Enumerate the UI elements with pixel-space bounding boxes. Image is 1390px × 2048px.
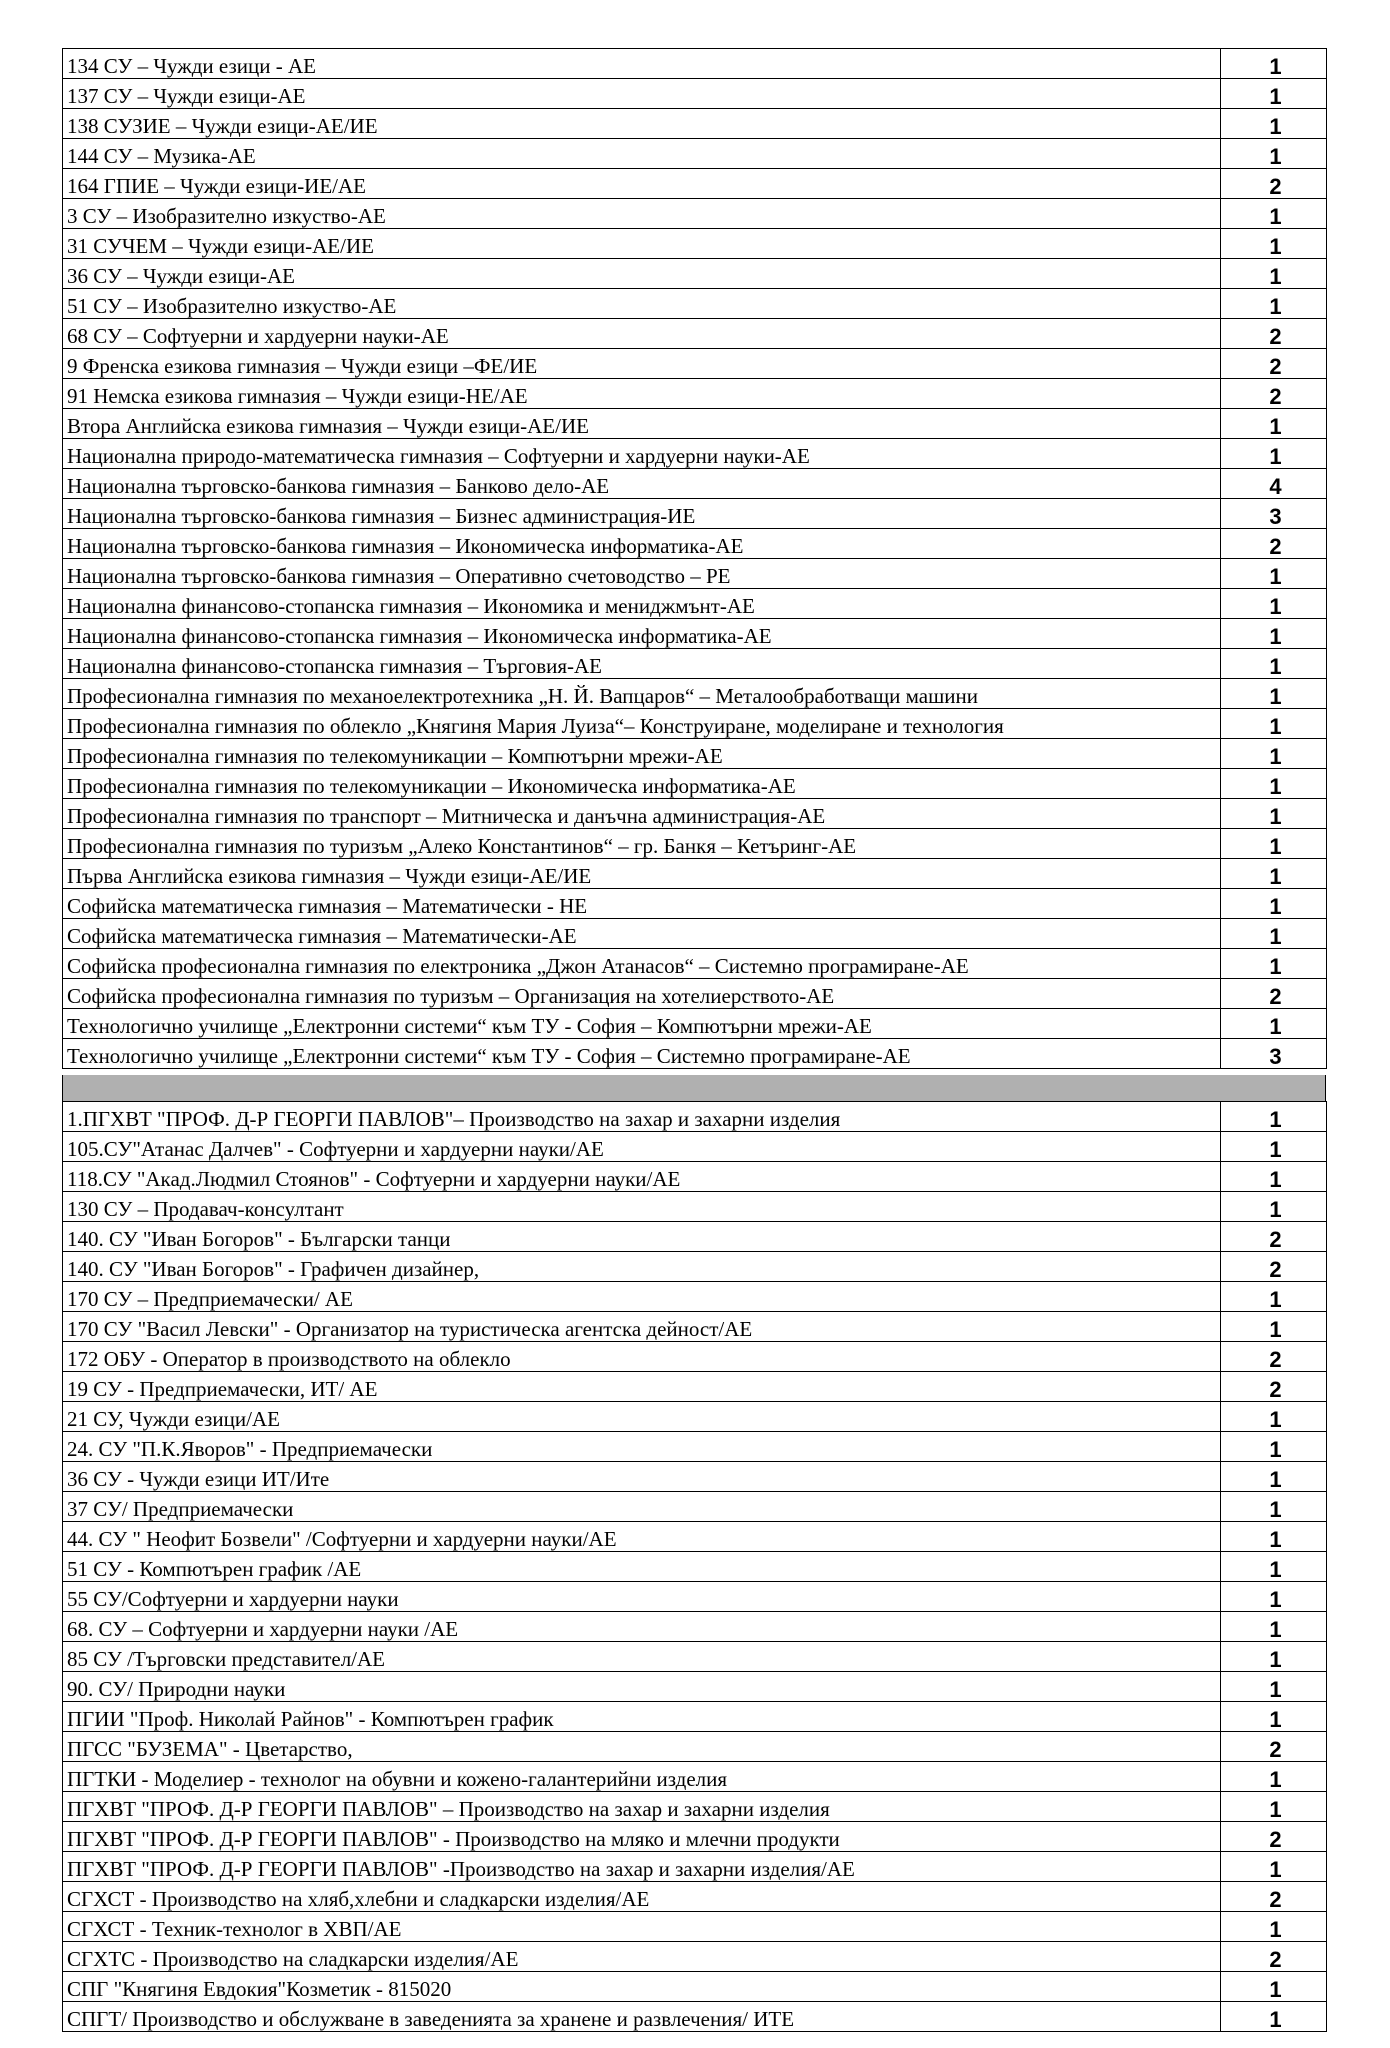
- table-row: [63, 1432, 1327, 1462]
- count-cell: 1: [1221, 679, 1327, 709]
- count-cell: 1: [1221, 589, 1327, 619]
- school-program-cell: Технологично училище „Електронни системи“ към ТУ - София – Системно програмиране-АЕ: [63, 1039, 1221, 1069]
- table-row: [63, 1009, 1327, 1039]
- school-program-cell: 36 СУ – Чужди езици-АЕ: [63, 259, 1221, 289]
- table-row: [63, 1342, 1327, 1372]
- school-program-cell: 91 Немска езикова гимназия – Чужди езици-НЕ/АЕ: [63, 379, 1221, 409]
- school-program-cell: 140. СУ "Иван Богоров" - Графичен дизайнер,: [63, 1252, 1221, 1282]
- count-cell: 1: [1221, 709, 1327, 739]
- table-row: [63, 559, 1327, 589]
- count-cell: 1: [1221, 49, 1327, 79]
- table-row: [63, 919, 1327, 949]
- school-program-cell: 170 СУ "Васил Левски" - Организатор на туристическа агентска дейност/АЕ: [63, 1312, 1221, 1342]
- table-row: [63, 1522, 1327, 1552]
- school-program-cell: Национална търговско-банкова гимназия – Икономическа информатика-АЕ: [63, 529, 1221, 559]
- table-row: [63, 439, 1327, 469]
- count-cell: 1: [1221, 1462, 1327, 1492]
- table-row: [63, 1552, 1327, 1582]
- school-program-cell: 90. СУ/ Природни науки: [63, 1672, 1221, 1702]
- school-program-cell: 24. СУ "П.К.Яворов" - Предприемачески: [63, 1432, 1221, 1462]
- school-program-cell: 68 СУ – Софтуерни и хардуерни науки-АЕ: [63, 319, 1221, 349]
- count-cell: 1: [1221, 1792, 1327, 1822]
- count-cell: 1: [1221, 1642, 1327, 1672]
- section-separator: [62, 1075, 1326, 1101]
- school-program-cell: Професионална гимназия по телекомуникации – Икономическа информатика-АЕ: [63, 769, 1221, 799]
- table-row: [63, 1039, 1327, 1069]
- table-row: [63, 1972, 1327, 2002]
- school-program-cell: 170 СУ – Предприемачески/ АЕ: [63, 1282, 1221, 1312]
- count-cell: 1: [1221, 1492, 1327, 1522]
- table-row: [63, 1912, 1327, 1942]
- school-program-cell: ПГСС "БУЗЕМА" - Цветарство,: [63, 1732, 1221, 1762]
- table-row: [63, 409, 1327, 439]
- count-cell: 2: [1221, 1342, 1327, 1372]
- school-program-cell: ПГТКИ - Моделиер - технолог на обувни и кожено-галантерийни изделия: [63, 1762, 1221, 1792]
- table-row: [63, 1462, 1327, 1492]
- table-row: [63, 739, 1327, 769]
- school-program-cell: Национална търговско-банкова гимназия – Бизнес администрация-ИЕ: [63, 499, 1221, 529]
- count-cell: 2: [1221, 1882, 1327, 1912]
- count-cell: 1: [1221, 1282, 1327, 1312]
- school-program-cell: ПГИИ "Проф. Николай Райнов" - Компютърен график: [63, 1702, 1221, 1732]
- school-program-cell: 1.ПГХВТ "ПРОФ. Д-Р ГЕОРГИ ПАВЛОВ"– Производство на захар и захарни изделия: [63, 1102, 1221, 1132]
- count-cell: 1: [1221, 1672, 1327, 1702]
- table-row: [63, 1582, 1327, 1612]
- table-row: [63, 199, 1327, 229]
- count-cell: 1: [1221, 289, 1327, 319]
- count-cell: 1: [1221, 1432, 1327, 1462]
- table-row: [63, 709, 1327, 739]
- school-program-cell: 85 СУ /Търговски представител/АЕ: [63, 1642, 1221, 1672]
- school-program-cell: 172 ОБУ - Оператор в производството на облекло: [63, 1342, 1221, 1372]
- table-row: [63, 1882, 1327, 1912]
- count-cell: 1: [1221, 799, 1327, 829]
- school-program-cell: 36 СУ - Чужди езици ИТ/Ите: [63, 1462, 1221, 1492]
- table-row: [63, 2002, 1327, 2032]
- table-row: [63, 469, 1327, 499]
- school-program-cell: СГХТС - Производство на сладкарски изделия/АЕ: [63, 1942, 1221, 1972]
- table-body: [63, 1102, 1327, 2032]
- count-cell: 2: [1221, 169, 1327, 199]
- table-row: [63, 49, 1327, 79]
- count-cell: 2: [1221, 349, 1327, 379]
- school-program-cell: Софийска професионална гимназия по туризъм – Организация на хотелиерството-АЕ: [63, 979, 1221, 1009]
- table-row: [63, 1852, 1327, 1882]
- school-program-cell: 144 СУ – Музика-АЕ: [63, 139, 1221, 169]
- count-cell: 2: [1221, 379, 1327, 409]
- count-cell: 1: [1221, 79, 1327, 109]
- school-program-cell: Софийска математическа гимназия – Математически-АЕ: [63, 919, 1221, 949]
- school-program-cell: 138 СУЗИЕ – Чужди езици-АЕ/ИЕ: [63, 109, 1221, 139]
- school-program-cell: Софийска професионална гимназия по електроника „Джон Атанасов“ – Системно програмиране-АЕ: [63, 949, 1221, 979]
- count-cell: 4: [1221, 469, 1327, 499]
- count-cell: 1: [1221, 1612, 1327, 1642]
- table-row: [63, 379, 1327, 409]
- table-row: [63, 619, 1327, 649]
- school-program-cell: 140. СУ "Иван Богоров" - Български танци: [63, 1222, 1221, 1252]
- table-body: [63, 49, 1327, 1069]
- count-cell: 1: [1221, 649, 1327, 679]
- count-cell: 2: [1221, 1222, 1327, 1252]
- count-cell: 1: [1221, 1972, 1327, 2002]
- count-cell: 1: [1221, 769, 1327, 799]
- school-program-cell: 118.СУ "Акад.Людмил Стоянов" - Софтуерни и хардуерни науки/АЕ: [63, 1162, 1221, 1192]
- table-row: [63, 1312, 1327, 1342]
- school-program-cell: Национална финансово-стопанска гимназия – Икономическа информатика-АЕ: [63, 619, 1221, 649]
- schools-table-section-1: [62, 48, 1327, 1069]
- table-row: [63, 259, 1327, 289]
- table-row: [63, 799, 1327, 829]
- count-cell: 1: [1221, 109, 1327, 139]
- school-program-cell: Национална търговско-банкова гимназия – Банково дело-АЕ: [63, 469, 1221, 499]
- count-cell: 2: [1221, 529, 1327, 559]
- count-cell: 1: [1221, 889, 1327, 919]
- table-row: [63, 1792, 1327, 1822]
- count-cell: 1: [1221, 1402, 1327, 1432]
- school-program-cell: Професионална гимназия по туризъм „Алеко Константинов“ – гр. Банкя – Кетъринг-АЕ: [63, 829, 1221, 859]
- table-row: [63, 1222, 1327, 1252]
- table-row: [63, 289, 1327, 319]
- count-cell: 1: [1221, 1102, 1327, 1132]
- table-row: [63, 979, 1327, 1009]
- count-cell: 1: [1221, 2002, 1327, 2032]
- count-cell: 1: [1221, 259, 1327, 289]
- count-cell: 1: [1221, 409, 1327, 439]
- count-cell: 2: [1221, 1732, 1327, 1762]
- table-row: [63, 1702, 1327, 1732]
- count-cell: 1: [1221, 1852, 1327, 1882]
- table-row: [63, 769, 1327, 799]
- table-row: [63, 1732, 1327, 1762]
- school-program-cell: СГХСТ - Производство на хляб,хлебни и сладкарски изделия/АЕ: [63, 1882, 1221, 1912]
- count-cell: 1: [1221, 1312, 1327, 1342]
- table-row: [63, 1492, 1327, 1522]
- school-program-cell: ПГХВТ "ПРОФ. Д-Р ГЕОРГИ ПАВЛОВ" – Производство на захар и захарни изделия: [63, 1792, 1221, 1822]
- table-row: [63, 529, 1327, 559]
- table-row: [63, 1942, 1327, 1972]
- school-program-cell: Софийска математическа гимназия – Математически - НЕ: [63, 889, 1221, 919]
- school-program-cell: 44. СУ " Неофит Бозвели" /Софтуерни и хардуерни науки/АЕ: [63, 1522, 1221, 1552]
- school-program-cell: СГХСТ - Техник-технолог в ХВП/АЕ: [63, 1912, 1221, 1942]
- school-program-cell: ПГХВТ "ПРОФ. Д-Р ГЕОРГИ ПАВЛОВ" - Производство на мляко и млечни продукти: [63, 1822, 1221, 1852]
- table-row: [63, 1402, 1327, 1432]
- count-cell: 1: [1221, 1552, 1327, 1582]
- table-row: [63, 949, 1327, 979]
- school-program-cell: 134 СУ – Чужди езици - АЕ: [63, 49, 1221, 79]
- table-row: [63, 1672, 1327, 1702]
- school-program-cell: 164 ГПИЕ – Чужди езици-ИЕ/АЕ: [63, 169, 1221, 199]
- table-row: [63, 229, 1327, 259]
- table-row: [63, 859, 1327, 889]
- count-cell: 1: [1221, 199, 1327, 229]
- count-cell: 1: [1221, 139, 1327, 169]
- table-row: [63, 139, 1327, 169]
- table-row: [63, 1612, 1327, 1642]
- count-cell: 1: [1221, 1762, 1327, 1792]
- school-program-cell: Професионална гимназия по облекло „Княгиня Мария Луиза“– Конструиране, моделиране и технология: [63, 709, 1221, 739]
- count-cell: 2: [1221, 1252, 1327, 1282]
- table-row: [63, 1252, 1327, 1282]
- school-program-cell: Втора Английска езикова гимназия – Чужди езици-АЕ/ИЕ: [63, 409, 1221, 439]
- count-cell: 1: [1221, 1582, 1327, 1612]
- count-cell: 2: [1221, 1822, 1327, 1852]
- school-program-cell: 19 СУ - Предприемачески, ИТ/ АЕ: [63, 1372, 1221, 1402]
- school-program-cell: 105.СУ"Атанас Далчев" - Софтуерни и хардуерни науки/АЕ: [63, 1132, 1221, 1162]
- count-cell: 2: [1221, 1942, 1327, 1972]
- table-row: [63, 499, 1327, 529]
- school-program-cell: Професионална гимназия по телекомуникации – Компютърни мрежи-АЕ: [63, 739, 1221, 769]
- table-row: [63, 349, 1327, 379]
- table-row: [63, 1162, 1327, 1192]
- school-program-cell: 51 СУ - Компютърен график /АЕ: [63, 1552, 1221, 1582]
- table-row: [63, 79, 1327, 109]
- school-program-cell: Национална финансово-стопанска гимназия – Икономика и мениджмънт-АЕ: [63, 589, 1221, 619]
- school-program-cell: СПГ "Княгиня Евдокия"Козметик - 815020: [63, 1972, 1221, 2002]
- count-cell: 1: [1221, 1009, 1327, 1039]
- table-row: [63, 1102, 1327, 1132]
- count-cell: 1: [1221, 559, 1327, 589]
- count-cell: 3: [1221, 1039, 1327, 1069]
- school-program-cell: ПГХВТ "ПРОФ. Д-Р ГЕОРГИ ПАВЛОВ" -Производство на захар и захарни изделия/АЕ: [63, 1852, 1221, 1882]
- count-cell: 1: [1221, 1522, 1327, 1552]
- school-program-cell: Първа Английска езикова гимназия – Чужди езици-АЕ/ИЕ: [63, 859, 1221, 889]
- school-program-cell: 21 СУ, Чужди езици/АЕ: [63, 1402, 1221, 1432]
- table-row: [63, 1132, 1327, 1162]
- count-cell: 1: [1221, 949, 1327, 979]
- count-cell: 1: [1221, 1912, 1327, 1942]
- count-cell: 3: [1221, 499, 1327, 529]
- count-cell: 2: [1221, 1372, 1327, 1402]
- school-program-cell: Професионална гимназия по транспорт – Митническа и данъчна администрация-АЕ: [63, 799, 1221, 829]
- count-cell: 1: [1221, 439, 1327, 469]
- table-row: [63, 589, 1327, 619]
- school-program-cell: 37 СУ/ Предприемачески: [63, 1492, 1221, 1522]
- school-program-cell: 137 СУ – Чужди езици-АЕ: [63, 79, 1221, 109]
- count-cell: 1: [1221, 859, 1327, 889]
- school-program-cell: 55 СУ/Софтуерни и хардуерни науки: [63, 1582, 1221, 1612]
- count-cell: 1: [1221, 919, 1327, 949]
- table-row: [63, 1372, 1327, 1402]
- count-cell: 1: [1221, 829, 1327, 859]
- table-row: [63, 1192, 1327, 1222]
- school-program-cell: Национална търговско-банкова гимназия – Оперативно счетоводство – РЕ: [63, 559, 1221, 589]
- school-program-cell: Национална природо-математическа гимназия – Софтуерни и хардуерни науки-АЕ: [63, 439, 1221, 469]
- table-row: [63, 109, 1327, 139]
- school-program-cell: СПГТ/ Производство и обслужване в заведенията за хранене и развлечения/ ИТЕ: [63, 2002, 1221, 2032]
- table-row: [63, 889, 1327, 919]
- table-row: [63, 649, 1327, 679]
- school-program-cell: 31 СУЧЕМ – Чужди езици-АЕ/ИЕ: [63, 229, 1221, 259]
- school-program-cell: 130 СУ – Продавач-консултант: [63, 1192, 1221, 1222]
- table-row: [63, 319, 1327, 349]
- count-cell: 1: [1221, 1132, 1327, 1162]
- table-row: [63, 1822, 1327, 1852]
- count-cell: 1: [1221, 229, 1327, 259]
- count-cell: 1: [1221, 1192, 1327, 1222]
- school-program-cell: Национална финансово-стопанска гимназия – Търговия-АЕ: [63, 649, 1221, 679]
- count-cell: 2: [1221, 319, 1327, 349]
- school-program-cell: Професионална гимназия по механоелектротехника „Н. Й. Вапцаров“ – Металообработващи машини: [63, 679, 1221, 709]
- count-cell: 2: [1221, 979, 1327, 1009]
- school-program-cell: 3 СУ – Изобразително изкуство-АЕ: [63, 199, 1221, 229]
- school-program-cell: Технологично училище „Електронни системи“ към ТУ - София – Компютърни мрежи-АЕ: [63, 1009, 1221, 1039]
- count-cell: 1: [1221, 739, 1327, 769]
- table-row: [63, 1642, 1327, 1672]
- table-row: [63, 679, 1327, 709]
- table-row: [63, 829, 1327, 859]
- school-program-cell: 9 Френска езикова гимназия – Чужди езици –ФЕ/ИЕ: [63, 349, 1221, 379]
- school-program-cell: 51 СУ – Изобразително изкуство-АЕ: [63, 289, 1221, 319]
- count-cell: 1: [1221, 619, 1327, 649]
- school-program-cell: 68. СУ – Софтуерни и хардуерни науки /АЕ: [63, 1612, 1221, 1642]
- table-row: [63, 1762, 1327, 1792]
- table-row: [63, 1282, 1327, 1312]
- count-cell: 1: [1221, 1702, 1327, 1732]
- table-row: [63, 169, 1327, 199]
- count-cell: 1: [1221, 1162, 1327, 1192]
- schools-table-section-2: [62, 1101, 1327, 2032]
